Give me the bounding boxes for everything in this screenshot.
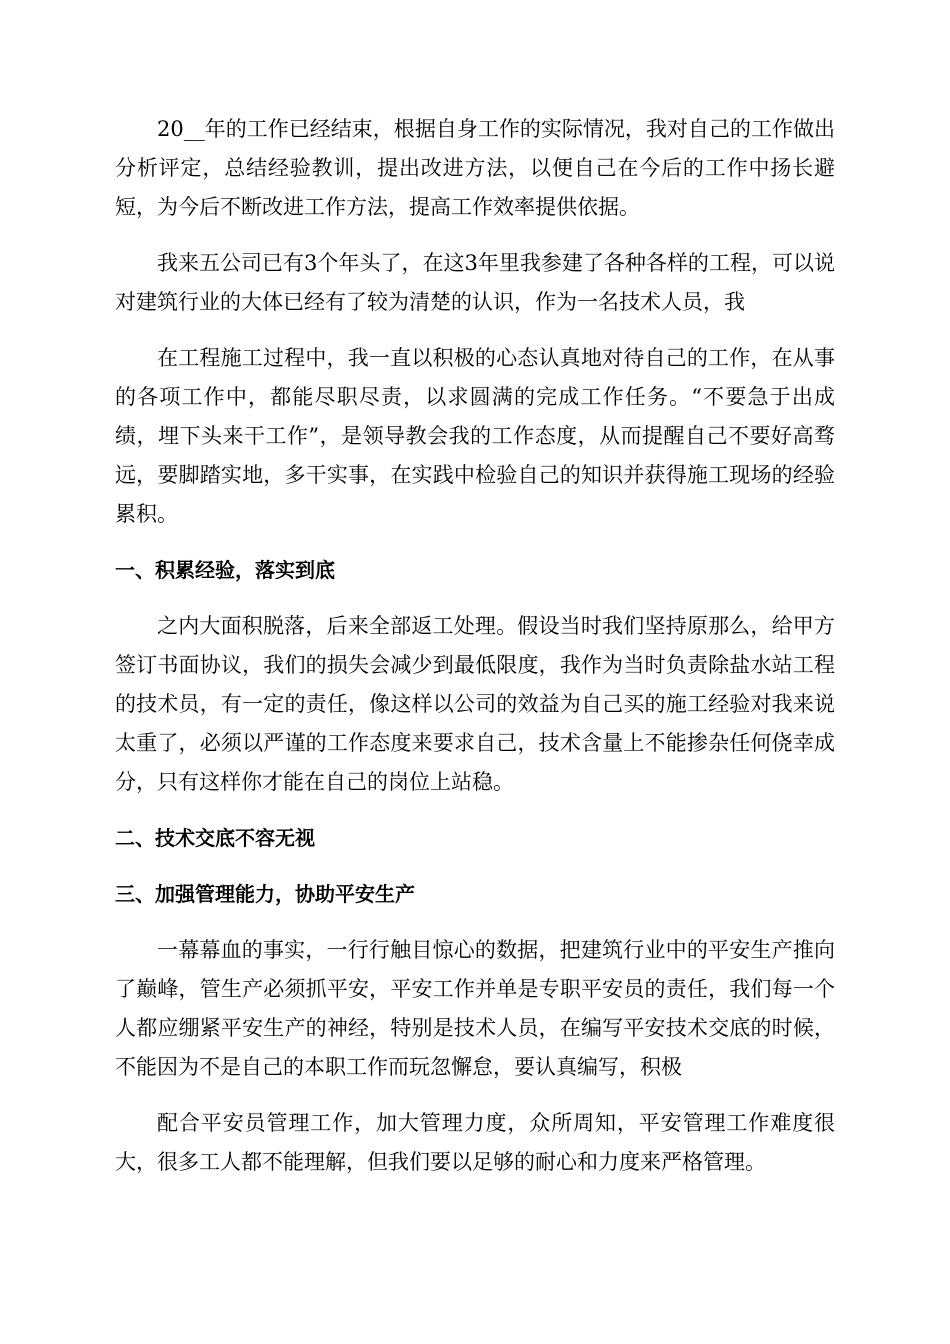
intro-paragraph: 20__年的工作已经结束，根据自身工作的实际情况，我对自己的工作做出分析评定，总结经验教训，提出改进方法，以便自己在今后的工作中扬长避短，为今后不断改进工作方法，提高工作效率提供依据。 <box>115 117 835 219</box>
attitude-paragraph: 在工程施工过程中，我一直以积极的心态认真地对待自己的工作，在从事的各项工作中，都能尽职尽责，以求圆满的完成工作任务。“不要急于出成绩，埋下头来干工作”，是领导教会我的工作态度，从而提醒自己不要好高骛远，要脚踏实地，多干实事，在实践中检验自己的知识并获得施工现场的经验累积。 <box>115 346 835 526</box>
document-page <box>115 110 835 1199</box>
safety-paragraph: 一幕幕血的事实，一行行触目惊心的数据，把建筑行业中的平安生产推向了巅峰，管生产必须抓平安，平安工作并单是专职平安员的责任，我们每一个人都应绷紧平安生产的神经，特别是技术人员，在编写平安技术交底的时候，不能因为不是自己的本职工作而玩忽懈怠，要认真编写，积极 <box>115 938 835 1079</box>
section-heading-3: 三、加强管理能力，协助平安生产 <box>115 882 415 906</box>
management-paragraph: 配合平安员管理工作，加大管理力度，众所周知，平安管理工作难度很大，很多工人都不能理解，但我们要以足够的耐心和力度来严格管理。 <box>115 1111 835 1174</box>
experience-paragraph: 之内大面积脱落，后来全部返工处理。假设当时我们坚持原那么，给甲方签订书面协议，我们的损失会减少到最低限度，我作为当时负责除盐水站工程的技术员，有一定的责任，像这样以公司的效益为自己买的施工经验对我来说太重了，必须以严谨的工作态度来要求自己，技术含量上不能掺杂任何侥幸成分，只有这样你才能在自己的岗位上站稳。 <box>115 614 835 794</box>
section-heading-1: 一、积累经验，落实到底 <box>115 558 335 582</box>
section-heading-2: 二、技术交底不容无视 <box>115 826 315 850</box>
background-paragraph: 我来五公司已有3个年头了，在这3年里我参建了各种各样的工程，可以说对建筑行业的大体已经有了较为清楚的认识，作为一名技术人员，我 <box>115 251 835 314</box>
